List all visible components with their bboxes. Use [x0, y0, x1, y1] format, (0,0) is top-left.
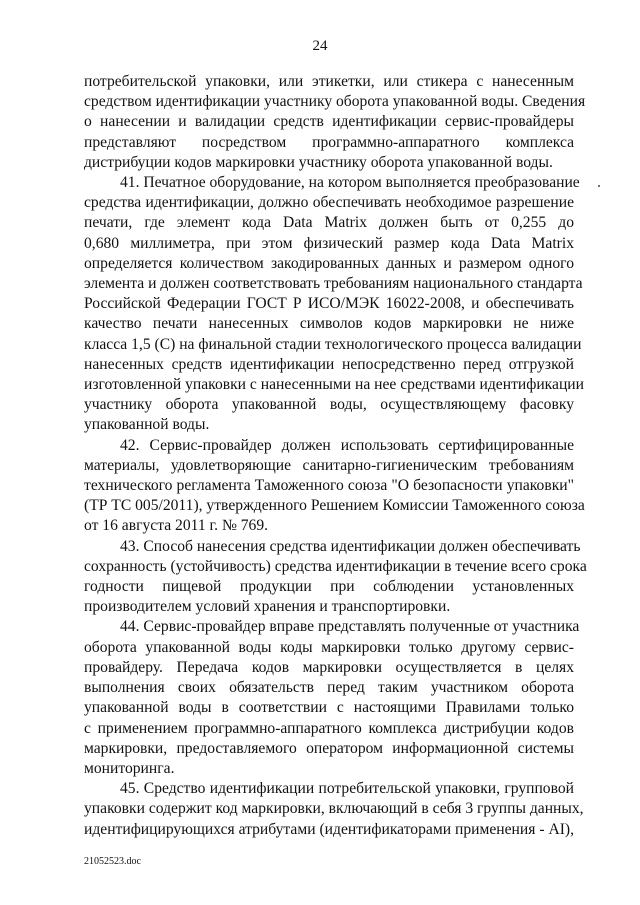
text-line: с применением программно-аппаратного комплекса дистрибуции кодов: [84, 719, 574, 737]
page-number: 24: [312, 38, 328, 54]
text-line: сохранность (устойчивость) средства идентификации в течение всего срока: [84, 557, 587, 575]
text-line: упаковки содержит код маркировки, включающий в себя 3 группы данных,: [84, 800, 584, 818]
text-line: выполнения своих обязательств перед таким участником оборота: [84, 679, 574, 697]
text-line: идентифицирующихся атрибутами (идентификаторами применения - AI),: [84, 820, 574, 838]
footer-filename: 21052523.doc: [84, 856, 141, 867]
text-line: производителем условий хранения и транспортировки.: [84, 598, 451, 616]
text-line: 44. Сервис-провайдер вправе представлять полученные от участника: [120, 618, 580, 636]
text-line: материалы, удовлетворяющие санитарно-гигиеническим требованиям: [84, 456, 574, 474]
text-line: 41. Печатное оборудование, на котором выполняется преобразование: [120, 174, 580, 192]
text-line: от 16 августа 2011 г. № 769.: [84, 517, 269, 535]
text-line: печати, где элемент кода Data Matrix должен быть от 0,255 до: [84, 214, 574, 232]
text-line: средства идентификации, должно обеспечивать необходимое разрешение: [84, 194, 574, 212]
text-line: упакованной воды в соответствии с настоящими Правилами только: [84, 699, 574, 717]
document-body: [84, 72, 587, 840]
text-line: 0,680 миллиметра, при этом физический размер кода Data Matrix: [84, 234, 574, 252]
text-line: технического регламента Таможенного союза "О безопасности упаковки": [84, 477, 574, 495]
text-line: маркировки, предоставляемого оператором информационной системы: [84, 739, 574, 757]
paragraph-41: [84, 173, 584, 436]
text-line: 43. Способ нанесения средства идентификации должен обеспечивать: [120, 537, 581, 555]
text-line: 42. Сервис-провайдер должен использовать сертифицированные: [120, 436, 574, 454]
text-line: элемента и должен соответствовать требованиям национального стандарта: [84, 275, 583, 293]
paragraph-42: [84, 436, 585, 537]
text-line: потребительской упаковки, или этикетки, или стикера с нанесенным: [84, 73, 574, 90]
text-line: о нанесении и валидации средств идентификации сервис-провайдеры: [84, 113, 574, 131]
text-line: качество печати нанесенных символов кодов маркировки не ниже: [84, 315, 574, 333]
text-line: провайдеру. Передача кодов маркировки осуществляется в целях: [84, 658, 574, 676]
text-line: оборота упакованной воды коды маркировки только другому сервис-: [84, 638, 574, 656]
paragraph-45: [84, 779, 584, 840]
paragraph-44: [84, 617, 580, 779]
text-line: изготовленной упаковки с нанесенными на нее средствами идентификации: [84, 376, 584, 394]
text-line: участнику оборота упакованной воды, осуществляющему фасовку: [84, 396, 574, 414]
text-line: годности пищевой продукции при соблюдении установленных: [84, 578, 574, 596]
text-line: класса 1,5 (С) на финальной стадии технологического процесса валидации: [84, 335, 582, 353]
text-line: определяется количеством закодированных данных и размером одного: [84, 254, 574, 272]
text-line: (ТР ТС 005/2011), утвержденного Решением Комиссии Таможенного союза: [84, 497, 585, 515]
text-line: дистрибуции кодов маркировки участнику оборота упакованной воды.: [84, 153, 553, 171]
paragraph-continuation: [84, 72, 586, 173]
text-line: нанесенных средств идентификации непосредственно перед отгрузкой: [84, 355, 574, 373]
text-line: упакованной воды.: [84, 416, 210, 434]
text-line: Российской Федерации ГОСТ Р ИСО/МЭК 16022-2008, и обеспечивать: [84, 295, 574, 313]
text-line: представляют посредством программно-аппаратного комплекса: [84, 133, 574, 151]
text-line: 45. Средство идентификации потребительской упаковки, групповой: [120, 780, 574, 798]
paragraph-43: [84, 537, 587, 618]
scan-speck: [598, 185, 600, 187]
text-line: средством идентификации участнику оборота упакованной воды. Сведения: [84, 93, 586, 111]
text-line: мониторинга.: [84, 759, 175, 777]
